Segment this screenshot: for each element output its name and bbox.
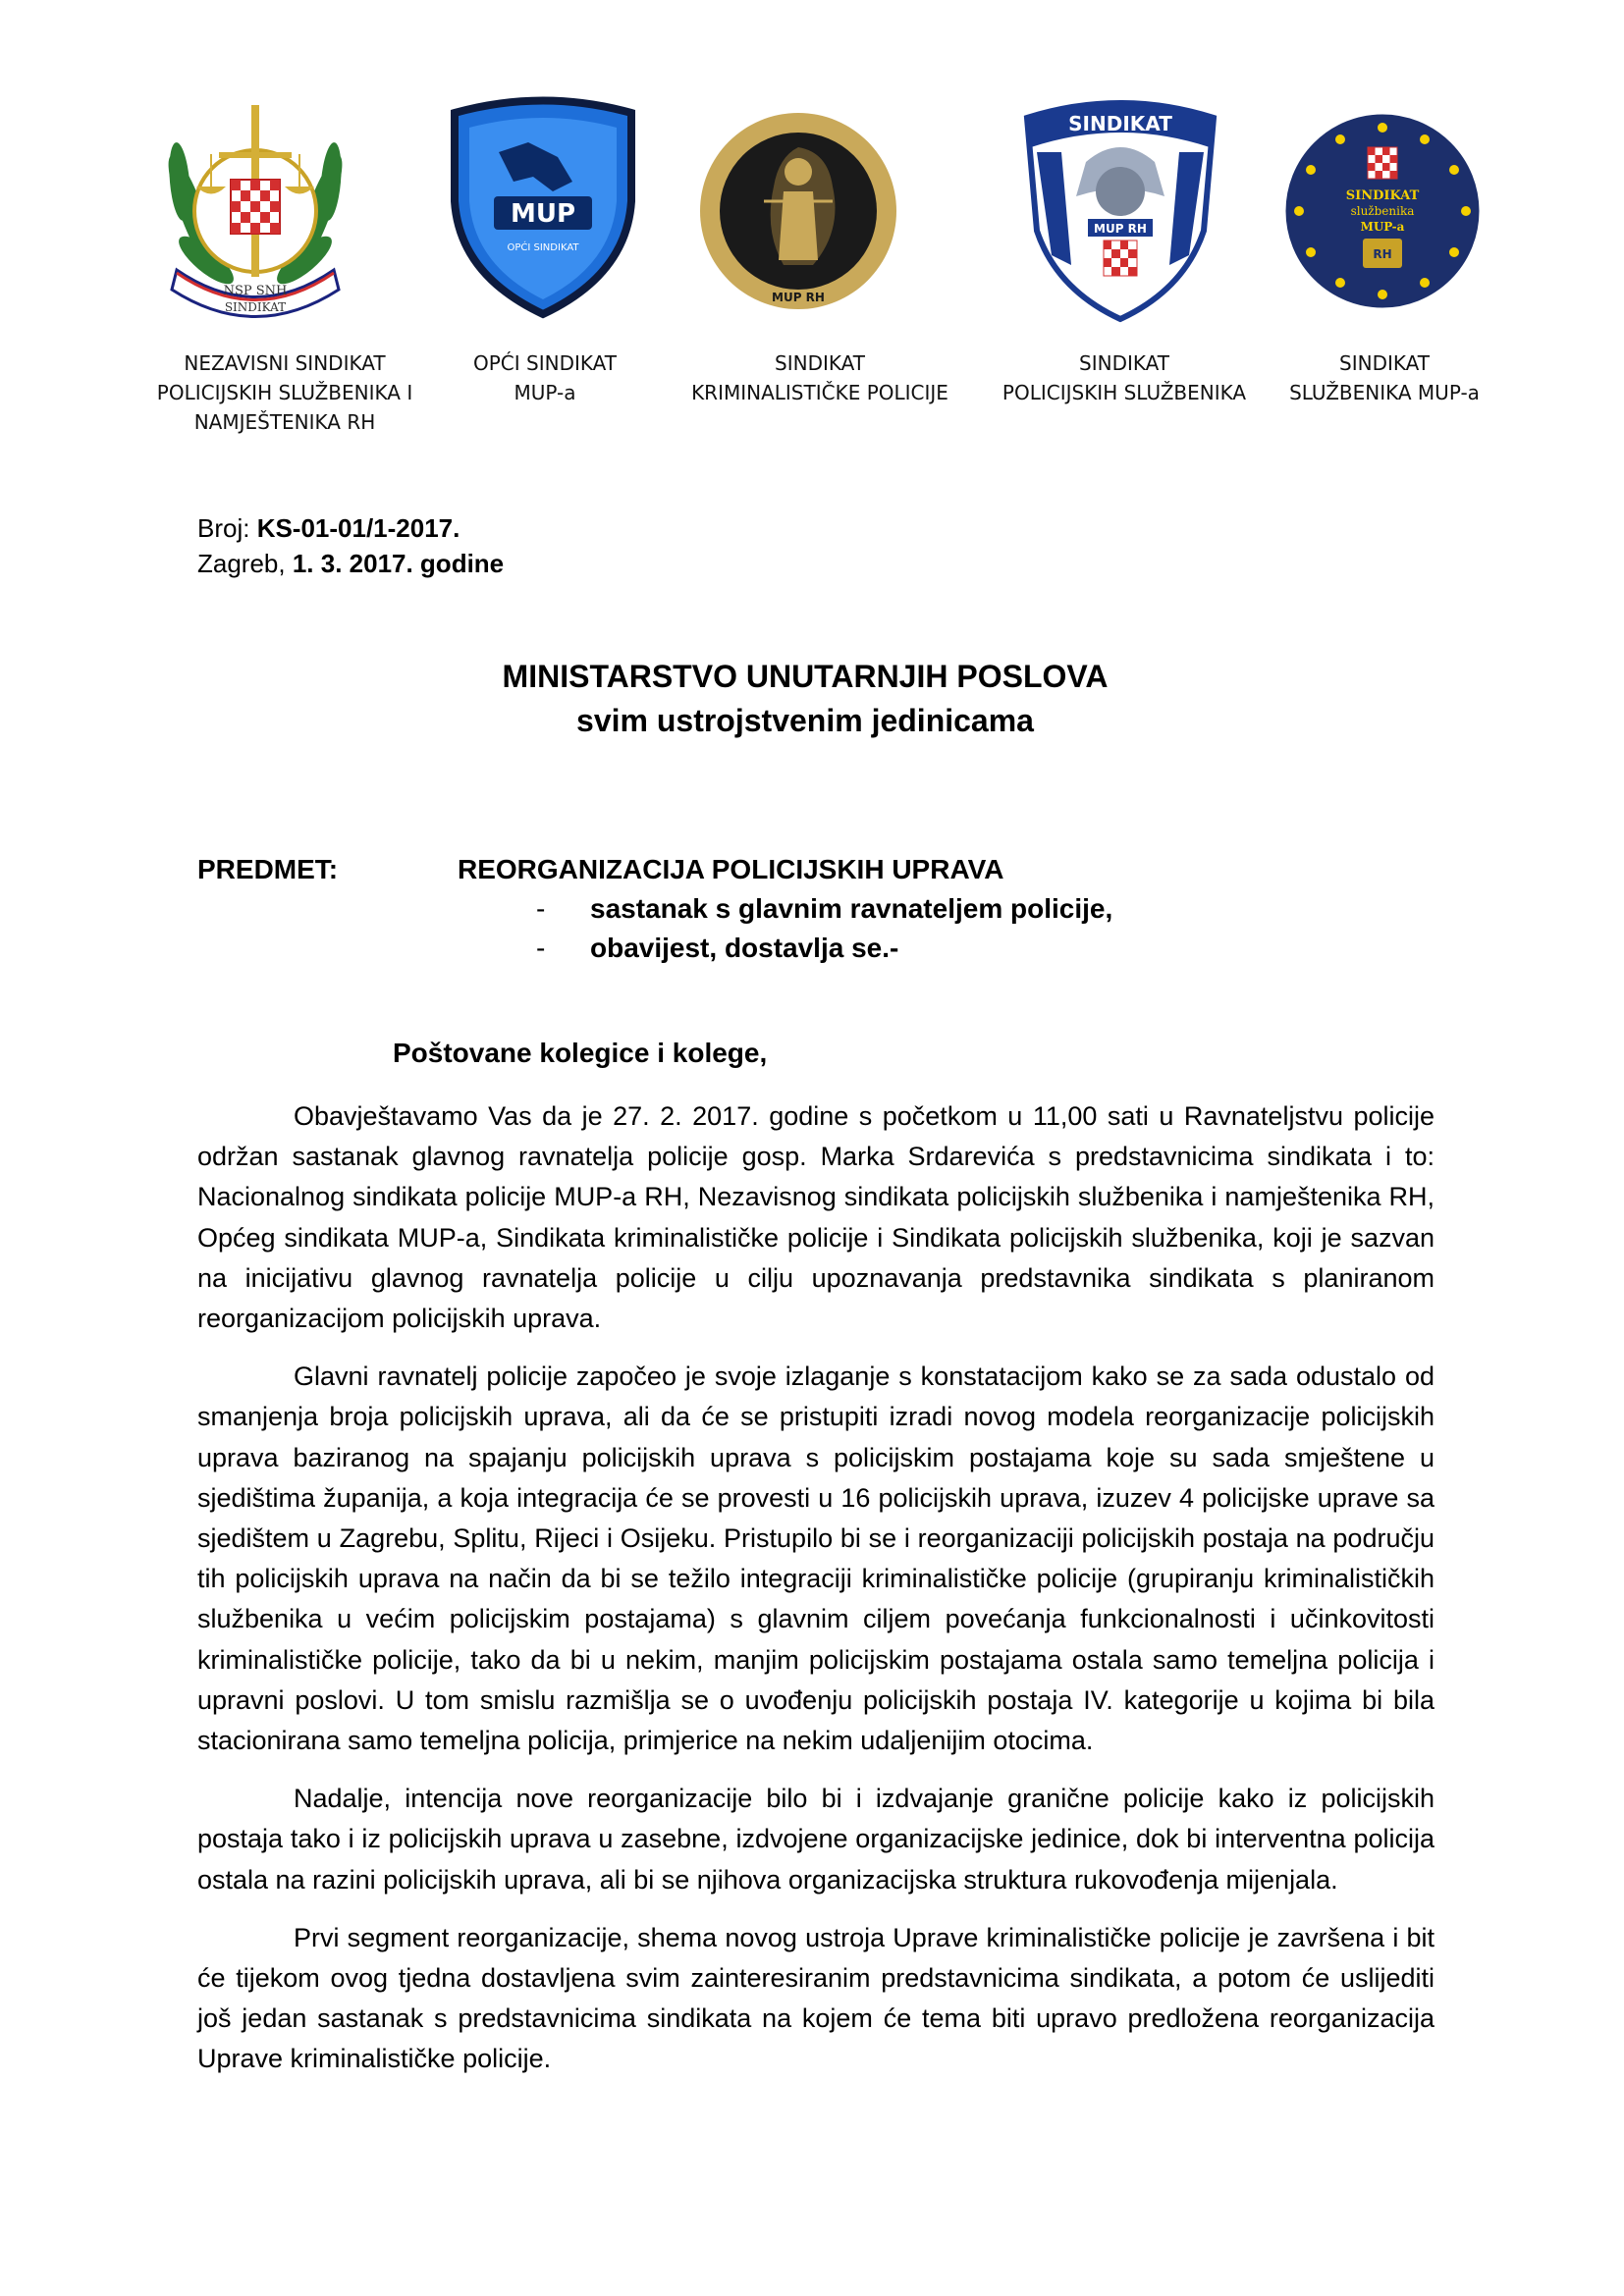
body-paragraph: Obavještavamo Vas da je 27. 2. 2017. godine s početkom u 11,00 sati u Ravnateljstvu policije održan sastanak glavnog ravnatelja policije gosp. Marka Srdarevića s predstavnicima sindikata i to: Nacionalnog sindikata policije MUP-a RH, Nezavisnog sindikata policijskih službenika i namještenika RH, Općeg sindikata MUP-a, Sindikata kriminalističke policije i Sindikata policijskih službenika, koji je sazvan na inicijativu glavnog ravnatelja policije u cilju upoznavanja predstavnika sindikata s planiranom reorganizacijom policijskih uprava.: [197, 1101, 1435, 1334]
reference-date-value: 1. 3. 2017. godine: [292, 549, 505, 578]
subject-item-dash: -: [536, 933, 546, 963]
union-name-line: SINDIKAT: [1339, 351, 1430, 375]
svg-text:SINDIKAT: SINDIKAT: [1068, 112, 1172, 135]
union-name-line: POLICIJSKIH SLUŽBENIKA I: [156, 381, 413, 404]
reference-number-value: KS-01-01/1-2017.: [256, 513, 460, 543]
union-name-2: [432, 348, 658, 407]
union-name-1: [128, 348, 442, 437]
subject-title: REORGANIZACIJA POLICIJSKIH UPRAVA: [458, 854, 1004, 884]
svg-text:MUP: MUP: [510, 199, 576, 229]
union-name-5: [1272, 348, 1497, 407]
subject-item-dash: -: [536, 893, 546, 924]
addressee-line-2: svim ustrojstvenim jedinicama: [576, 703, 1034, 738]
svg-text:SINDIKAT: SINDIKAT: [1345, 188, 1420, 203]
union-name-4: [977, 348, 1272, 407]
reference-date: [197, 546, 504, 581]
union-name-line: SINDIKAT: [775, 351, 865, 375]
subject-item-text: sastanak s glavnim ravnateljem policije,: [590, 893, 1113, 924]
body-paragraph: Nadalje, intencija nove reorganizacije bilo bi i izdvajanje granične policije kako iz policijskih postaja tako i iz policijskih uprava u zasebne, izdvojene organizacijske jedinice, dok bi interventna policija ostala na razini policijskih uprava, ali bi se njihova organizacijska struktura rukovođenja mijenjala.: [197, 1784, 1435, 1895]
mup-shield-icon: [440, 93, 646, 329]
reference-place-label: Zagreb,: [197, 549, 293, 578]
svg-text:MUP-a: MUP-a: [1360, 220, 1405, 234]
svg-text:SINDIKAT: SINDIKAT: [224, 300, 287, 314]
svg-text:RH: RH: [1373, 247, 1392, 261]
body-paragraph: Glavni ravnatelj policije započeo je svoje izlaganje s konstatacijom kako se za sada odustalo od smanjenja broja policijskih uprava, ali da će se pristupiti izradi novog modela reorganizacije policijskih uprava baziranog na spajanju policijskih uprava s policijskim postajama koje su sada smještene u sjedištima županija, a koja integracija će se provesti u 16 policijskih uprava, izuzev 4 policijske uprave sa sjedištem u Zagrebu, Splitu, Rijeci i Osijeku. Pristupilo bi se i reorganizaciji policijskih postaja na području tih policijskih uprava na način da bi se težilo integraciji kriminalističke policije (grupiranju kriminalističkih službenika u većim policijskim postajama) s glavnim ciljem povećanja funkcionalnosti i učinkovitosti kriminalističke policije, tako da bi u nekim, manjim policijskim postajama ostala samo temeljna policija i upravni poslovi. U tom smislu razmišlja se o uvođenju policijskih postaja IV. kategorije u kojima bi bila stacionirana samo temeljna policija, primjerice na nekim udaljenijim otocima.: [197, 1362, 1435, 1756]
union-name-line: MUP-a: [514, 381, 576, 404]
addressee: [196, 655, 1414, 743]
kriminalisticke-policije-seal-icon: [695, 93, 901, 329]
union-name-line: POLICIJSKIH SLUŽBENIKA: [1001, 381, 1247, 404]
union-name-line: KRIMINALISTIČKE POLICIJE: [691, 381, 948, 404]
sindikat-sluzbenika-mup-circle-icon: [1279, 93, 1486, 329]
nsp-snh-sindikat-seal-icon: [152, 93, 358, 329]
subject-item-text: obavijest, dostavlja se.-: [590, 933, 899, 963]
addressee-line-1: MINISTARSTVO UNUTARNJIH POSLOVA: [502, 659, 1109, 694]
sindikat-policijskih-sluzbenika-shield-icon: [1017, 93, 1223, 329]
union-name-line: NEZAVISNI SINDIKAT: [184, 351, 386, 375]
union-name-line: NAMJEŠTENIKA RH: [193, 410, 376, 434]
union-logos: [0, 93, 1624, 329]
svg-text:MUP RH: MUP RH: [1094, 222, 1147, 236]
union-name-line: SLUŽBENIKA MUP-a: [1289, 381, 1480, 404]
svg-text:MUP RH: MUP RH: [772, 291, 825, 304]
reference-block: [197, 510, 504, 581]
union-name-3: [668, 348, 972, 407]
reference-number: [197, 510, 504, 546]
svg-text:službenika: službenika: [1350, 204, 1415, 218]
union-name-line: OPĆI SINDIKAT: [473, 351, 617, 375]
letter-body: [197, 1096, 1435, 2098]
subject-label: PREDMET:: [197, 854, 339, 884]
reference-number-label: Broj:: [197, 513, 257, 543]
svg-text:NSP SNH: NSP SNH: [223, 284, 288, 298]
body-paragraph: Prvi segment reorganizacije, shema novog ustroja Uprave kriminalističke policije je završena i bit će tijekom ovog tjedna dostavljena svim zainteresiranim predstavnicima sindikata, a potom će uslijediti još jedan sastanak s predstavnicima sindikata na kojem će tema biti upravo predložena reorganizacija Uprave kriminalističke policije.: [197, 1922, 1435, 2074]
salutation: Poštovane kolegice i kolege,: [393, 1038, 768, 1068]
svg-text:OPĆI SINDIKAT: OPĆI SINDIKAT: [507, 242, 579, 253]
union-name-line: SINDIKAT: [1079, 351, 1169, 375]
